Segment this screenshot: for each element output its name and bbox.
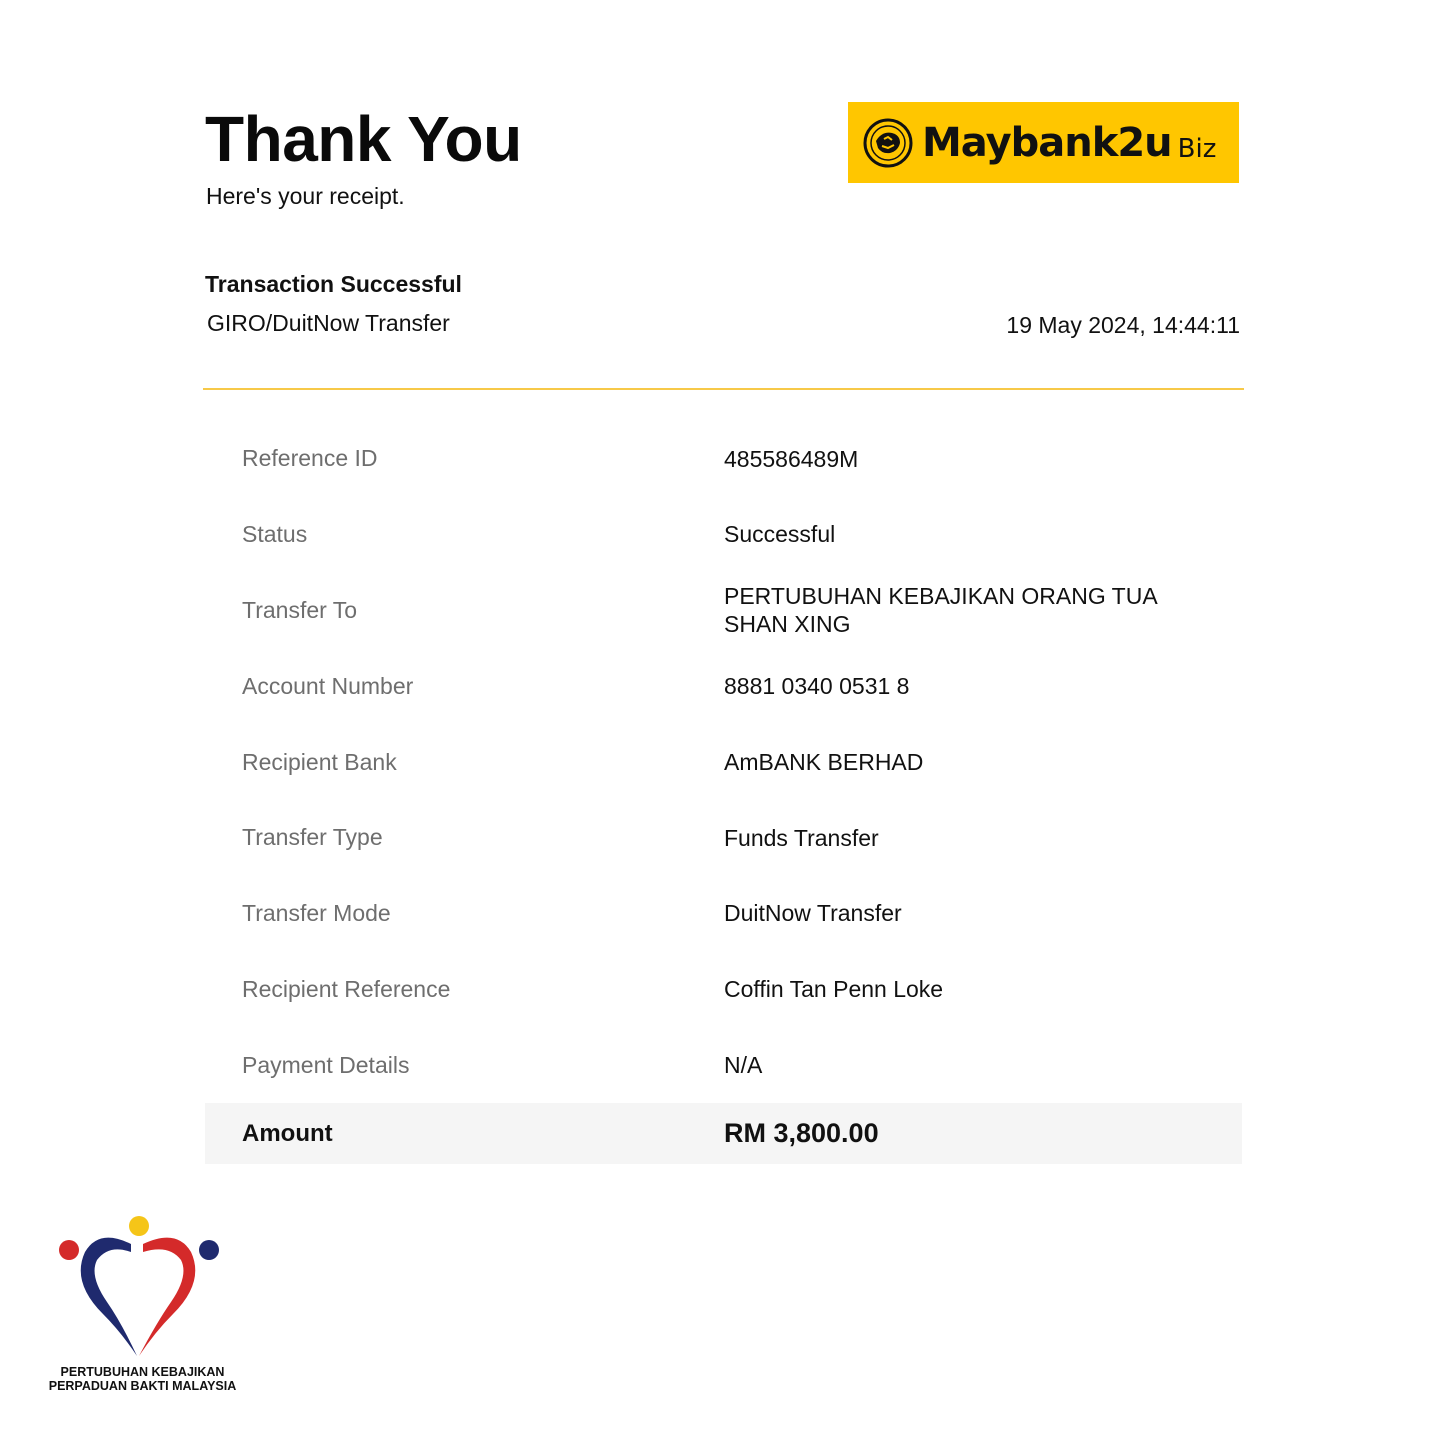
detail-row-status bbox=[205, 497, 1242, 573]
detail-value: Funds Transfer bbox=[724, 824, 879, 851]
detail-label: Account Number bbox=[242, 672, 414, 699]
detail-value: DuitNow Transfer bbox=[724, 900, 902, 927]
detail-label: Payment Details bbox=[242, 1051, 410, 1078]
tiger-emblem-icon bbox=[862, 117, 914, 169]
organization-name-line1: PERTUBUHAN KEBAJIKAN bbox=[60, 1365, 225, 1379]
detail-value: N/A bbox=[724, 1051, 763, 1078]
amount-value: RM 3,800.00 bbox=[724, 1118, 879, 1148]
organization-name-line2: PERPADUAN BAKTI MALAYSIA bbox=[48, 1379, 237, 1393]
maybank2u-biz-logo bbox=[848, 102, 1239, 183]
amount-row bbox=[205, 1103, 1242, 1164]
transaction-status-title: Transaction Successful bbox=[205, 271, 462, 297]
amount-label: Amount bbox=[242, 1119, 333, 1147]
organization-logo bbox=[40, 1210, 245, 1400]
detail-label: Transfer Mode bbox=[242, 900, 391, 927]
detail-row-recipient-bank bbox=[205, 724, 1242, 800]
detail-value: Coffin Tan Penn Loke bbox=[724, 976, 944, 1003]
transaction-datetime: 19 May 2024, 14:44:11 bbox=[1006, 312, 1240, 338]
page-title: Thank You bbox=[205, 103, 522, 175]
detail-row-payment-details bbox=[205, 1027, 1242, 1103]
page-subtitle: Here's your receipt. bbox=[206, 183, 405, 209]
brand-suffix: Biz bbox=[1177, 133, 1217, 164]
organization-name bbox=[40, 1365, 245, 1393]
detail-label: Transfer Type bbox=[242, 824, 383, 851]
header-divider bbox=[203, 388, 1244, 390]
detail-label: Status bbox=[242, 521, 308, 548]
detail-row-recipient-reference bbox=[205, 952, 1242, 1028]
detail-row-transfer-mode bbox=[205, 876, 1242, 952]
detail-row-reference-id bbox=[205, 421, 1242, 497]
detail-row-transfer-to bbox=[205, 573, 1242, 649]
receipt-details bbox=[205, 421, 1242, 1103]
detail-value: AmBANK BERHAD bbox=[724, 748, 924, 775]
heart-people-icon bbox=[55, 1210, 230, 1360]
detail-value: 8881 0340 0531 8 bbox=[724, 672, 910, 699]
detail-value: 485586489M bbox=[724, 445, 859, 472]
detail-row-account-number bbox=[205, 648, 1242, 724]
detail-label: Transfer To bbox=[242, 596, 358, 623]
detail-value: Successful bbox=[724, 521, 836, 548]
brand-name: Maybank2u bbox=[922, 119, 1172, 166]
detail-label: Recipient Bank bbox=[242, 748, 397, 775]
detail-value: PERTUBUHAN KEBAJIKAN ORANG TUA SHAN XING bbox=[724, 582, 1157, 638]
detail-label: Recipient Reference bbox=[242, 975, 451, 1002]
detail-row-transfer-type bbox=[205, 800, 1242, 876]
detail-label: Reference ID bbox=[242, 445, 378, 472]
transaction-kind: GIRO/DuitNow Transfer bbox=[207, 310, 450, 336]
